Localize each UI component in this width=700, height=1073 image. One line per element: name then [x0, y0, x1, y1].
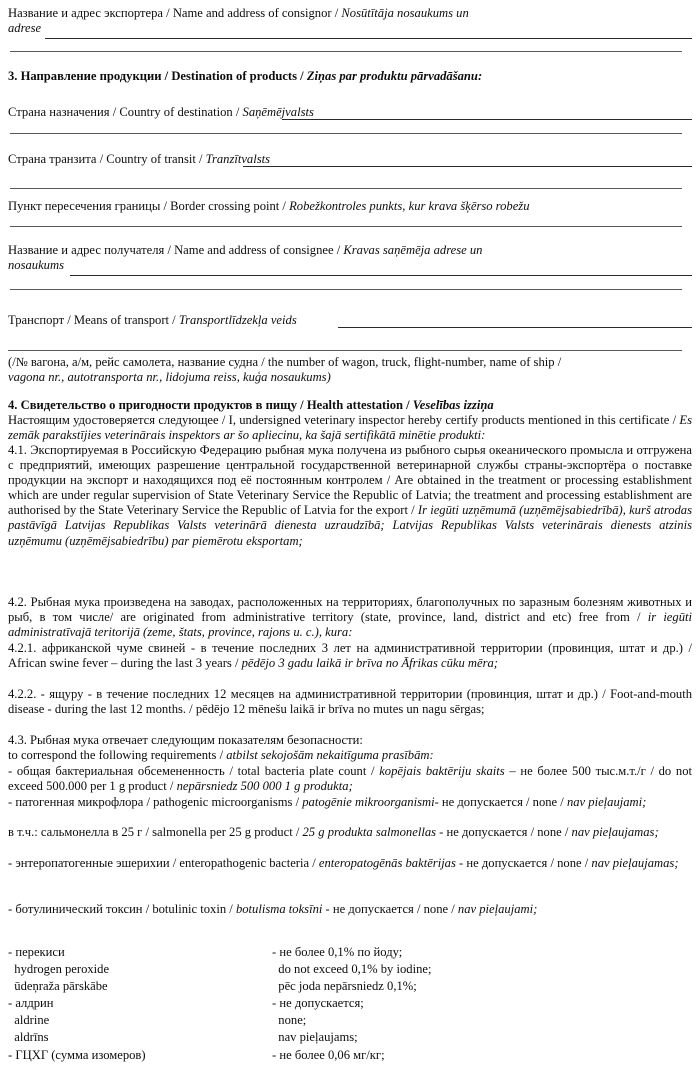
limits-row-limit: pēc joda nepārsniedz 0,1%; — [272, 979, 417, 994]
safety-requirement-3-a-lv: enteropatogēnās baktērijas — [318, 856, 456, 870]
clause-4-2-ru-en: 4.2. Рыбная мука произведена на заводах, расположенных на территориях, благополучных по заразным болезням животных и рыб, в том числе/ are originated from administrative territory (state, province, land, district and etc) free from / — [8, 595, 692, 625]
field-means-of-transport — [8, 313, 692, 328]
clause-4-1-lv: Ir iegūti uzņēmumā (uzņēmējsabiedrībā), kurš atrodas pastāvīgā Latvijas Republikas Valsts veterinārā dienesta uzraudzībā; Latvijas Republikas Valsts veterinārais dienests atzinis uzņēmumu (uzņēmējsabiedrību) par piemērotu eksportam; — [8, 503, 693, 548]
country-of-transit-line — [8, 152, 692, 167]
means-of-transport-underline[interactable] — [8, 350, 682, 351]
limits-row-substance: - алдрин — [8, 996, 54, 1011]
consignor-line1-text: Название и адрес экспортера / Name and address of consignor / — [8, 6, 342, 20]
safety-requirement-2-a-lv: 25 g produkta salmonellas — [302, 825, 437, 839]
safety-requirement-0-a: - общая бактериальная обсемененность / total bacteria plate count / — [8, 764, 380, 778]
consignor-line1-latvian: Nosūtītāja nosaukums un — [341, 6, 469, 20]
consignor-line2-latvian: adrese — [8, 21, 42, 36]
limits-row-substance: aldrine — [8, 1013, 50, 1028]
limits-row-substance: aldrīns — [8, 1030, 49, 1045]
heading-destination-lv: Ziņas par produktu pārvadāšanu: — [306, 69, 483, 83]
limits-row-substance: hydrogen peroxide — [8, 962, 110, 977]
consignee-fill-rule[interactable] — [70, 275, 692, 276]
clause-4-1-text — [8, 443, 692, 549]
heading-health-attestation — [8, 398, 692, 413]
safety-requirement-1-a-lv: patogēnie mikroorganismi — [302, 795, 435, 809]
consignor-line1 — [8, 6, 692, 21]
country-of-transit-fill-rule[interactable] — [243, 166, 692, 167]
clause-4-2-2-text: 4.2.2. - ящуру - в течение последних 12 месяцев на административной территории (провинция, штат и др.) / Foot-and-mouth disease - during the last 12 months. / pēdējo 12 mēnešu laikā ir brīva no mutes un nagu sērgas; — [8, 687, 692, 717]
limits-table-substance-column — [8, 944, 272, 1064]
limits-row-limit: do not exceed 0,1% by iodine; — [272, 962, 432, 977]
field-consignee — [8, 243, 692, 273]
clause-4-1 — [8, 443, 692, 549]
border-crossing-point-line — [8, 199, 692, 214]
attestation-intro-ru-en: Настоящим удостоверяется следующее / I, undersigned veterinary inspector hereby certify products mentioned in this certificate / — [8, 413, 680, 427]
country-of-destination-line — [8, 105, 692, 120]
safety-requirement-item — [8, 902, 692, 917]
transport-note — [8, 355, 692, 385]
clause-4-2-1-text — [8, 641, 692, 671]
field-country-of-destination — [8, 105, 692, 120]
transport-note-line2 — [8, 370, 692, 385]
safety-requirement-4-a: - ботулинический токсин / botulinic toxin / — [8, 902, 236, 916]
country-of-transit-underline[interactable] — [10, 188, 682, 189]
heading-destination-line — [8, 69, 692, 84]
safety-requirement-4-b-lv: nav pieļaujami; — [457, 902, 538, 916]
field-border-crossing-point — [8, 199, 692, 214]
clause-4-3-requirements-en: to correspond the following requirements / — [8, 748, 227, 762]
limits-row-substance: - ГЦХГ (сумма изомеров) — [8, 1047, 146, 1062]
attestation-intro — [8, 413, 692, 443]
country-of-destination-text: Страна назначения / Country of destination / — [8, 105, 243, 119]
clause-4-2 — [8, 595, 692, 640]
safety-requirement-0-a-lv: kopējais baktēriju skaits — [379, 764, 505, 778]
heading-health-attestation-en: Health attestation / — [306, 398, 413, 412]
clause-4-3-requirements-text — [8, 748, 692, 763]
consignor-line2 — [8, 21, 692, 36]
clause-4-3 — [8, 733, 692, 748]
limits-row-limit: none; — [272, 1013, 307, 1028]
limits-row-limit: - не более 0,06 мг/кг; — [272, 1047, 385, 1062]
country-of-destination-lv: Saņēmējvalsts — [242, 105, 314, 119]
safety-requirement-1-b: - не допускается / none / — [434, 795, 567, 809]
heading-health-attestation-lv: Veselības izziņa — [412, 398, 494, 412]
means-of-transport-lv: Transportlīdzekļa veids — [178, 313, 297, 327]
safety-requirement-0-b-lv: nepārsniedz 500 000 1 g produkta; — [176, 779, 353, 794]
means-of-transport-text: Транспорт / Means of transport / — [8, 313, 179, 327]
heading-health-attestation-ru: 4. Свидетельство о пригодности продуктов в пищу / — [8, 398, 307, 412]
clause-4-3-text: 4.3. Рыбная мука отвечает следующим показателям безопасности: — [8, 733, 363, 747]
safety-requirement-2-text — [8, 825, 692, 840]
safety-requirement-1-b-lv: nav pieļaujami; — [566, 795, 647, 809]
heading-destination-en: Destination of products / — [171, 69, 307, 83]
clause-4-1-ru-en: 4.1. Экспортируемая в Российскую Федерацию рыбная мука получена из рыбного сырья океанического промысла и отгружена с предприятий, имеющих разрешение центральной государственной ветеринарной службы страны-экспортёра о поставке продукции на экспорт и находящихся под её постоянным контролем / Are obtained in the treatment or processing establishment which are under regular supervision of State Veterinary Service the Republic of Latvia; the treatment and processing establishment are authorised by the State Veterinary Service the Republic of Latvia for the export / — [8, 443, 692, 518]
limits-row-substance: - перекиси — [8, 945, 65, 959]
country-of-transit-lv: Tranzītvalsts — [205, 152, 271, 166]
clause-4-2-1-ru-en: 4.2.1. африканской чуме свиней - в течение последних 3 лет на административной территории (провинция, штат и др.) / African swine fever – during the last 3 years / — [8, 641, 692, 671]
safety-requirement-item — [8, 795, 692, 810]
clause-4-3-requirements — [8, 748, 692, 763]
consignor-fill-rule-1[interactable] — [45, 38, 692, 39]
consignee-line1 — [8, 243, 692, 258]
safety-requirement-0-text — [8, 764, 692, 794]
safety-requirement-3-b: - не допускается / none / — [455, 856, 592, 870]
heading-health-attestation-line — [8, 398, 692, 413]
consignee-line1-latvian: Kravas saņēmēja adrese un — [343, 243, 483, 257]
heading-destination-ru: 3. Направление продукции / — [8, 69, 172, 83]
transport-note-line1 — [8, 355, 692, 370]
safety-requirement-4-a-lv: botulisma toksīni — [235, 902, 323, 916]
attestation-intro-text — [8, 413, 692, 443]
safety-requirement-item — [8, 825, 692, 840]
safety-requirement-2-a: в т.ч.: сальмонелла в 25 г / salmonella per 25 g product / — [8, 825, 303, 839]
limits-table — [8, 944, 692, 1064]
country-of-transit-text: Страна транзита / Country of transit / — [8, 152, 206, 166]
consignor-fill-rule-2[interactable] — [10, 51, 682, 52]
attestation-intro-lv: Es zemāk parakstījies veterinārais inspektors ar šo apliecinu, ka šajā sertifikātā minētie produkti: — [8, 413, 692, 443]
country-of-destination-fill-rule[interactable] — [282, 119, 692, 120]
clause-4-3-requirements-lv: atbilst sekojošām nekaitīguma prasībām: — [226, 748, 434, 762]
means-of-transport-line — [8, 313, 692, 328]
safety-requirement-3-b-lv: nav pieļaujamas; — [591, 856, 679, 870]
limits-row-substance: ūdeņraža pārskābe — [8, 979, 108, 994]
means-of-transport-fill-rule[interactable] — [338, 327, 692, 328]
heading-destination-of-products — [8, 69, 692, 84]
field-country-of-transit — [8, 152, 692, 167]
safety-requirement-1-text — [8, 795, 692, 810]
safety-requirement-3-a: - энтеропатогенные эшерихии / enteropathogenic bacteria / — [8, 856, 319, 870]
safety-requirement-0-b: – не более 500 тыс.м.т./г / do not exceed 500.000 per 1 g product / — [8, 764, 692, 794]
consignee-line2-latvian: nosaukums — [8, 258, 64, 273]
safety-requirement-item — [8, 856, 692, 871]
safety-requirement-2-b: - не допускается / none / — [436, 825, 572, 839]
safety-requirement-item — [8, 764, 692, 794]
safety-requirement-1-a: - патогенная микрофлора / pathogenic microorganisms / — [8, 795, 303, 809]
safety-requirement-3-text — [8, 856, 692, 871]
limits-row-limit: nav pieļaujams; — [272, 1030, 358, 1045]
border-crossing-point-underline[interactable] — [10, 226, 682, 227]
clause-4-2-1-lv: pēdējo 3 gadu laikā ir brīva no Āfrikas cūku mēra; — [241, 656, 498, 671]
safety-requirement-4-text — [8, 902, 692, 917]
consignee-underline[interactable] — [10, 289, 682, 290]
limits-table-limit-column — [272, 944, 692, 1064]
safety-requirement-2-b-lv: nav pieļaujamas; — [571, 825, 659, 839]
clause-4-2-lv: ir iegūti administratīvajā teritorijā (zeme, štats, province, rajons u. c.), kura: — [8, 610, 692, 640]
country-of-destination-underline[interactable] — [10, 133, 682, 134]
field-consignor — [8, 6, 692, 36]
border-crossing-point-lv: Robežkontroles punkts, kur krava šķērso robežu — [289, 199, 530, 213]
consignee-line2 — [8, 258, 692, 273]
clause-4-2-text — [8, 595, 692, 640]
consignee-line1-text: Название и адрес получателя / Name and address of consignee / — [8, 243, 344, 257]
clause-4-2-2 — [8, 687, 692, 717]
clause-4-2-1 — [8, 641, 692, 671]
border-crossing-point-text: Пункт пересечения границы / Border crossing point / — [8, 199, 290, 213]
transport-note-line2-latvian: vagona nr., autotransporta nr., lidojuma reiss, kuģa nosaukums) — [8, 370, 331, 385]
transport-note-line1-text: (/№ вагона, а/м, рейс самолета, название судна / the number of wagon, truck, flight-number, name of ship / — [8, 355, 562, 369]
limits-row-limit: - не более 0,1% по йоду; — [272, 945, 403, 959]
limits-row-limit: - не допускается; — [272, 996, 364, 1011]
safety-requirement-4-b: - не допускается / none / — [322, 902, 458, 916]
